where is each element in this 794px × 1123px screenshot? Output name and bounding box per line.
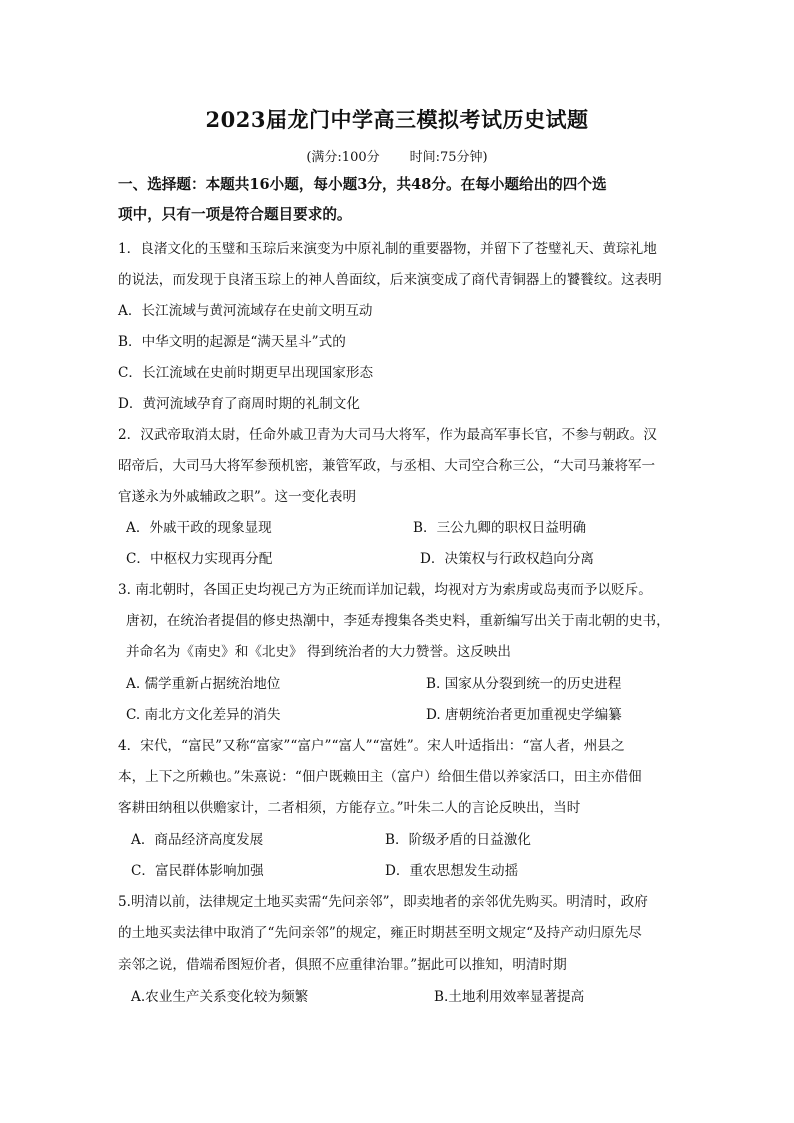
question-1-option-a: A．长江流域与黄河流域存在史前文明互动: [118, 303, 373, 319]
question-3-line-3: 并命名为《南史》和《北史》 得到统治者的大力赞誉。这反映出: [126, 644, 511, 660]
question-4-line-2: 本，上下之所赖也。”朱熹说：“佃户既赖田主（富户）给佃生借以养家活口，田主亦借佃: [118, 769, 642, 785]
section-heading-line-1: 一、选择题：本题共16小题，每小题3分，共48分。在每小题给出的四个选: [118, 176, 607, 193]
question-4-option-d: D．重农思想发生动摇: [385, 863, 519, 879]
question-5-line-2: 的土地买卖法律中取消了“先问亲邻”的规定，雍正时期甚至明文规定“及持产动归原先尽: [118, 925, 642, 941]
question-2-line-2: 昭帝后，大司马大将军参预机密，兼管军政，与丞相、大司空合称三公，“大司马兼将军一: [118, 458, 656, 474]
question-3-option-c: C. 南北方文化差异的消失: [126, 707, 281, 723]
question-2-line-3: 官遂永为外戚辅政之职”。这一变化表明: [118, 489, 357, 505]
question-3-line-2: 唐初，在统治者提倡的修史热潮中，李延寿搜集各类史料，重新编写出关于南北朝的史书，: [126, 613, 670, 629]
question-4-line-3: 客耕田纳租以供赡家计，二者相须，方能存立。”叶朱二人的言论反映出，当时: [118, 800, 581, 816]
question-2-option-b: B．三公九卿的职权日益明确: [413, 520, 587, 536]
section-heading-line-2: 项中，只有一项是符合题目要求的。: [118, 206, 352, 223]
question-1-option-c: C．长江流域在史前时期更早出现国家形态: [118, 365, 374, 381]
exam-subtitle: [0, 146, 794, 165]
exam-title: 2023届龙门中学高三模拟考试历史试题: [205, 107, 589, 132]
question-4-option-c: C．富民群体影响加强: [131, 863, 264, 879]
question-3-option-b: B. 国家从分裂到统一的历史进程: [426, 676, 622, 692]
question-1-option-d: D．黄河流域孕育了商周时期的礼制文化: [118, 396, 360, 412]
question-4-line-1: 4．宋代，“富民”又称“富家”“富户”“富人”“富姓”。宋人叶适指出：“富人者，州县之: [118, 738, 625, 754]
question-5-line-1: 5.明清以前，法律规定土地买卖需“先问亲邻”，即卖地者的亲邻优先购买。明清时，政府: [118, 894, 648, 910]
question-4-option-b: B．阶级矛盾的日益激化: [385, 832, 531, 848]
exam-time: 时间:75分钟): [409, 150, 488, 165]
question-3-line-1: 3. 南北朝时，各国正史均视己方为正统而详加记载，均视对方为索虏或岛夷而予以贬斥。: [118, 582, 652, 598]
question-2-option-c: C．中枢权力实现再分配: [126, 551, 273, 567]
question-2-option-d: D．决策权与行政权趋向分离: [420, 551, 595, 567]
question-3-option-d: D. 唐朝统治者更加重视史学编纂: [426, 707, 622, 723]
question-5-option-b: B.土地利用效率显著提高: [434, 989, 585, 1005]
question-1-option-b: B．中华文明的起源是“满天星斗”式的: [118, 334, 346, 350]
question-5-line-3: 亲邻之说，借端希图短价者，俱照不应重律治罪。”据此可以推知，明清时期: [118, 957, 567, 973]
question-1-line-1: 1．良渚文化的玉璧和玉琮后来演变为中原礼制的重要器物，并留下了苍璧礼天、黄琮礼地: [118, 241, 657, 257]
question-2-option-a: A．外戚干政的现象显现: [126, 520, 272, 536]
question-4-option-a: A．商品经济高度发展: [131, 832, 264, 848]
question-1-line-2: 的说法，而发现于良渚玉琮上的神人兽面纹，后来演变成了商代青铜器上的饕餮纹。这表明: [118, 272, 662, 288]
question-5-option-a: A.农业生产关系变化较为频繁: [131, 989, 309, 1005]
question-3-option-a: A. 儒学重新占据统治地位: [126, 676, 281, 692]
full-score: (满分:100分: [306, 150, 380, 165]
question-2-line-1: 2．汉武帝取消太尉，任命外戚卫青为大司马大将军，作为最高军事长官，不参与朝政。汉: [118, 427, 657, 443]
